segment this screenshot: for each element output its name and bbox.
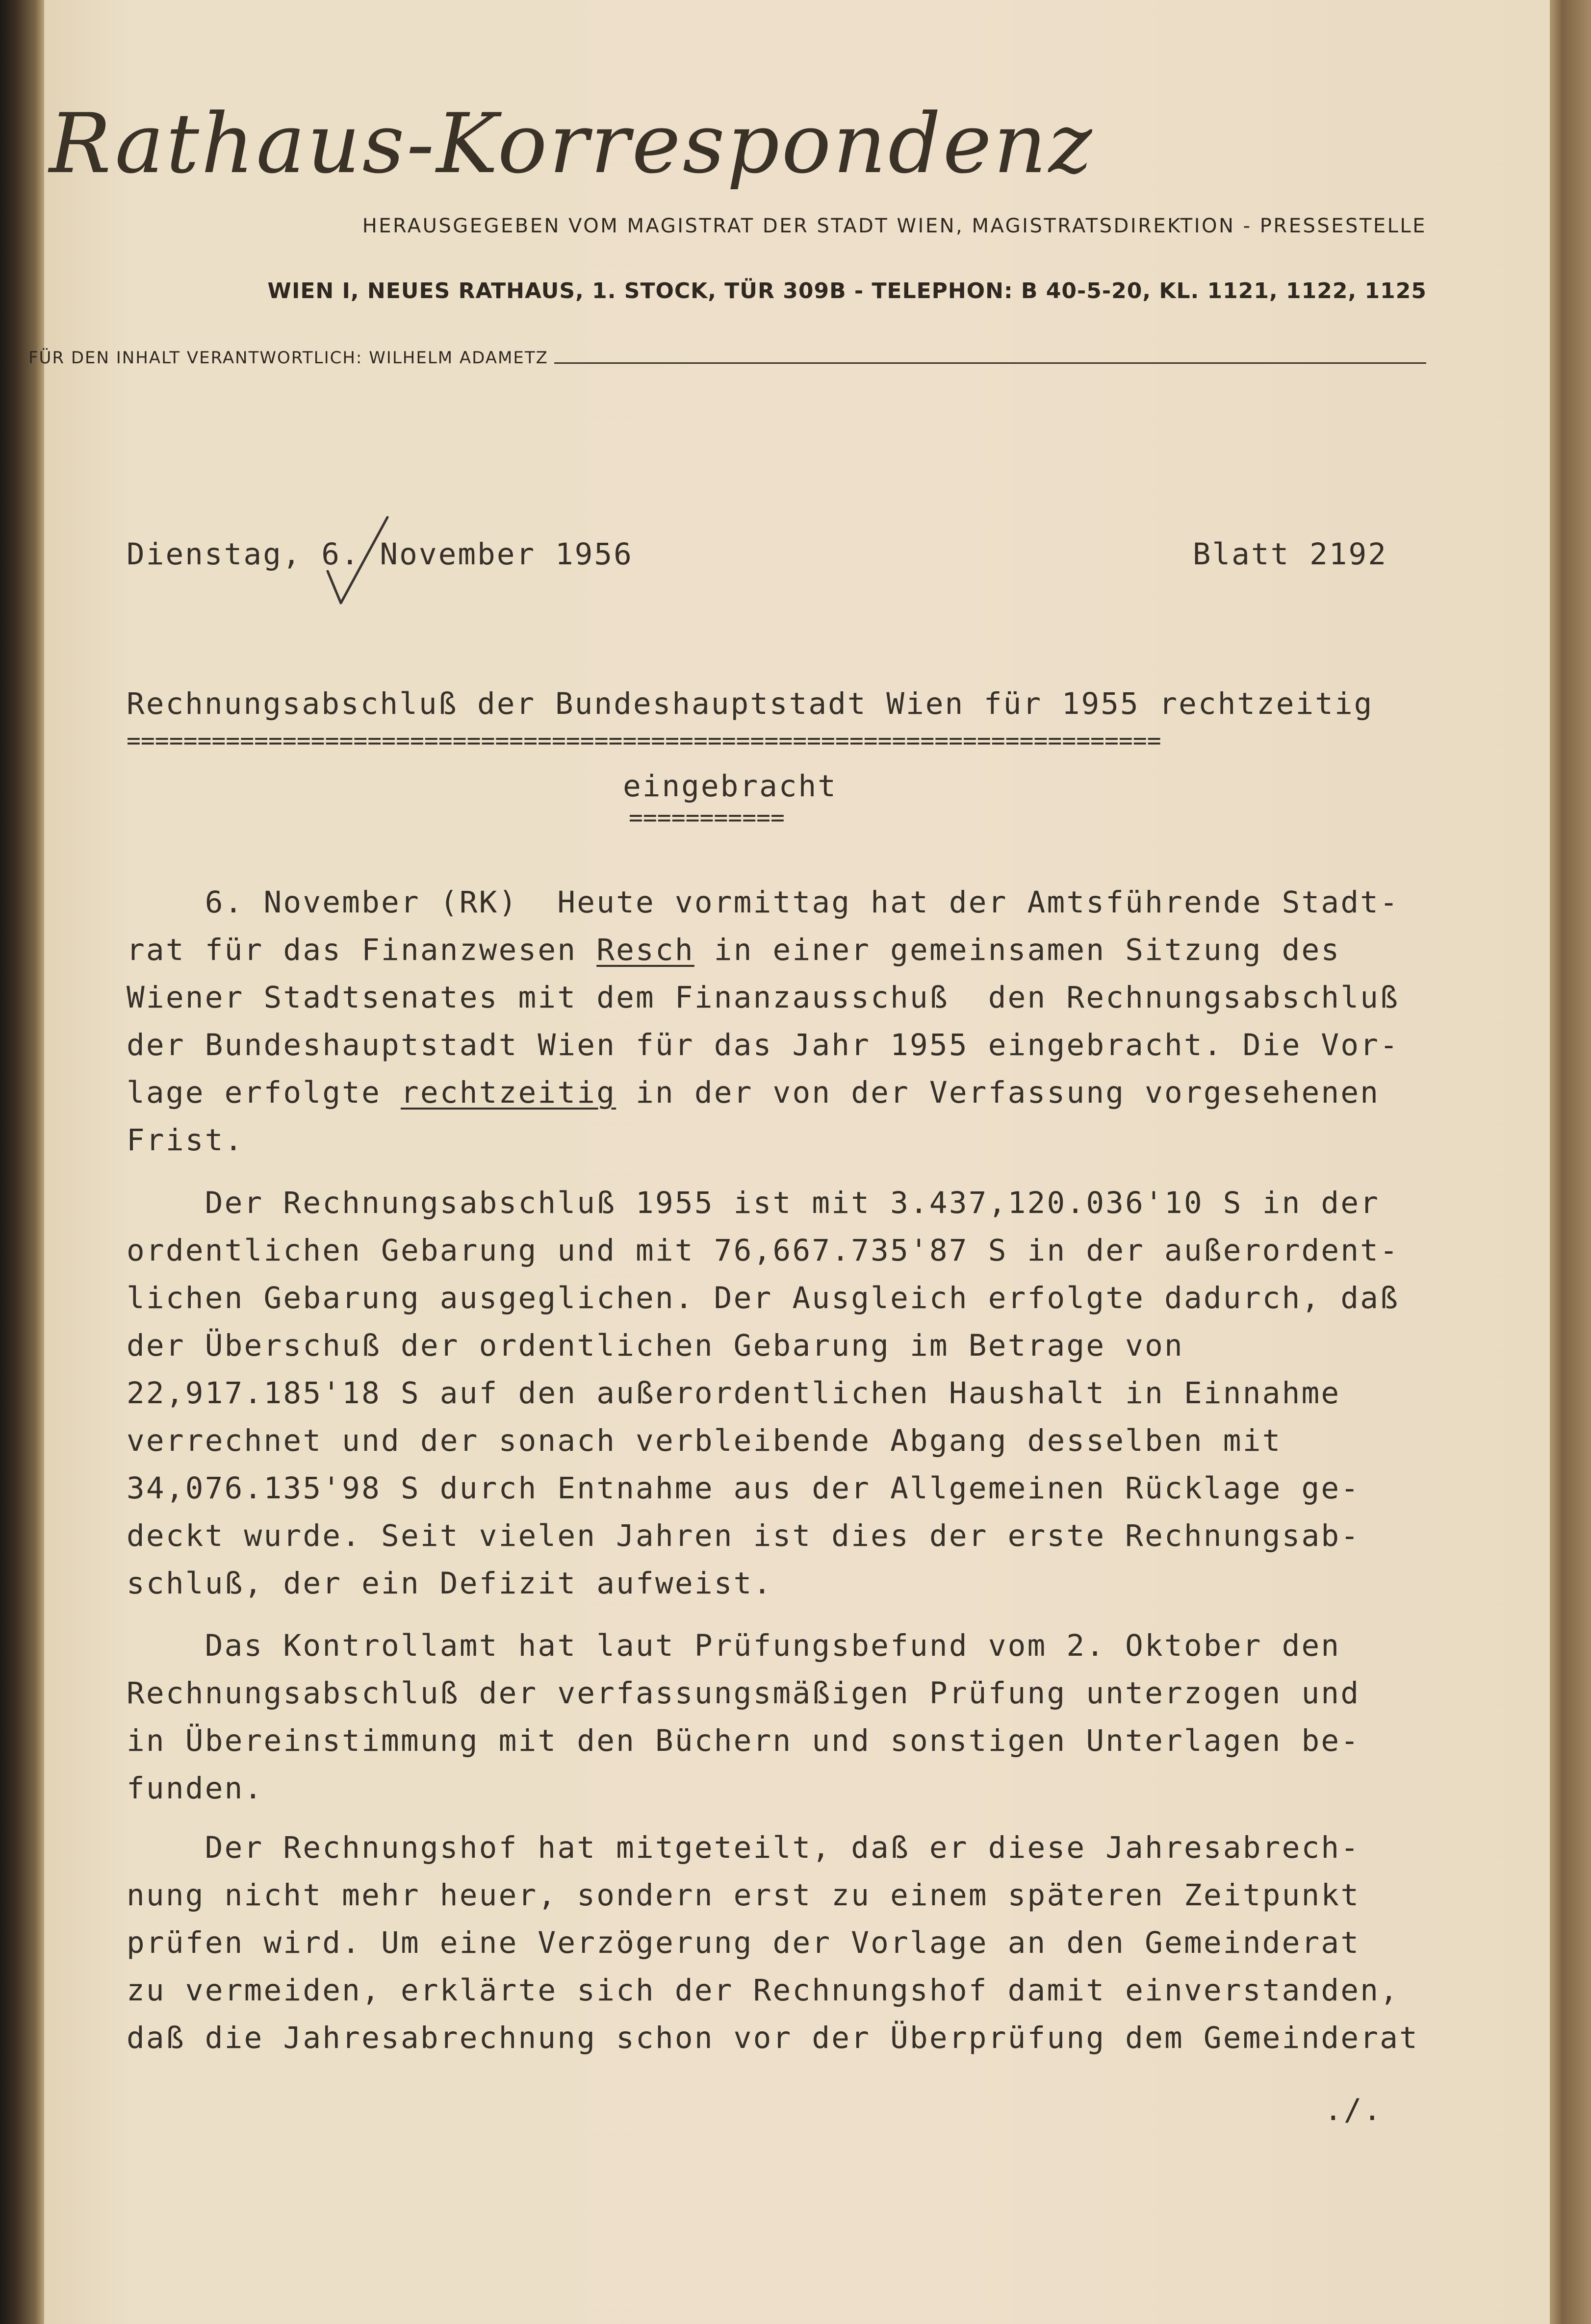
text-line: daß die Jahresabrechnung schon vor der Überprüfung dem Gemeinderat	[127, 2021, 1419, 2055]
responsible-line: FÜR DEN INHALT VERANTWORTLICH: WILHELM ADAMETZ	[28, 348, 548, 368]
text-line: Wiener Stadtsenates mit dem Finanzausschuß den Rechnungsabschluß	[127, 980, 1400, 1015]
text-line: 22,917.185'18 S auf den außerordentlichen Haushalt in Einnahme	[127, 1376, 1341, 1411]
text-line: funden.	[127, 1771, 264, 1806]
paragraph-4	[127, 1824, 1419, 2062]
text-line: Das Kontrollamt hat laut Prüfungsbefund vom 2. Oktober den	[127, 1628, 1341, 1663]
check-mark-icon	[319, 512, 392, 610]
text-line: 34,076.135'98 S durch Entnahme aus der Allgemeinen Rücklage ge-	[127, 1471, 1360, 1506]
text-line: Frist.	[127, 1123, 244, 1158]
page-edge	[1550, 0, 1591, 2324]
publisher-line: HERAUSGEGEBEN VOM MAGISTRAT DER STADT WIEN, MAGISTRATSDIREKTION - PRESSESTELLE	[362, 215, 1427, 237]
continuation-mark: ./.	[1324, 2093, 1383, 2127]
text-line: ordentlichen Gebarung und mit 76,667.735'87 S in der außerordent-	[127, 1233, 1400, 1268]
underlined-name: Resch	[596, 933, 694, 967]
text-line: prüfen wird. Um eine Verzögerung der Vorlage an den Gemeinderat	[127, 1925, 1360, 1960]
text-line: verrechnet und der sonach verbleibende Abgang desselben mit	[127, 1423, 1282, 1458]
text-line: Rechnungsabschluß der verfassungsmäßigen Prüfung unterzogen und	[127, 1676, 1360, 1711]
text-span: rat für das Finanzwesen	[127, 933, 597, 967]
text-line: in Übereinstimmung mit den Büchern und sonstigen Unterlagen be-	[127, 1723, 1360, 1758]
paragraph-2	[127, 1179, 1399, 1607]
sheet-number: Blatt 2192	[1192, 537, 1387, 572]
date-line: Dienstag, 6. November 1956	[127, 537, 633, 572]
masthead-title: Rathaus-Korrespondenz	[49, 96, 1094, 192]
underlined-word: rechtzeitig	[400, 1075, 616, 1110]
text-line: zu vermeiden, erklärte sich der Rechnungshof damit einverstanden,	[127, 1973, 1400, 2008]
text-line	[127, 926, 1399, 974]
text-line: deckt wurde. Seit vielen Jahren ist dies der erste Rechnungsab-	[127, 1518, 1360, 1553]
text-line: nung nicht mehr heuer, sondern erst zu einem späteren Zeitpunkt	[127, 1878, 1360, 1913]
text-span: lage erfolgte	[127, 1075, 401, 1110]
headline-underline-2: ===========	[629, 804, 785, 832]
text-span: in der von der Verfassung vorgesehenen	[616, 1075, 1380, 1110]
text-line: lichen Gebarung ausgeglichen. Der Ausgleich erfolgte dadurch, daß	[127, 1281, 1400, 1315]
text-line: Der Rechnungsabschluß 1955 ist mit 3.437,120.036'10 S in der	[127, 1186, 1380, 1220]
header-rule	[554, 362, 1426, 364]
headline-line-1: Rechnungsabschluß der Bundeshauptstadt Wien für 1955 rechtzeitig	[127, 686, 1374, 721]
text-line: der Bundeshauptstadt Wien für das Jahr 1955 eingebracht. Die Vor-	[127, 1028, 1400, 1062]
text-line: schluß, der ein Defizit aufweist.	[127, 1566, 773, 1601]
paragraph-3	[127, 1622, 1360, 1812]
address-line: WIEN I, NEUES RATHAUS, 1. STOCK, TÜR 309B - TELEPHON: B 40-5-20, KL. 1121, 1122, 1125	[267, 278, 1427, 303]
headline-line-2: eingebracht	[623, 769, 837, 804]
text-line: der Überschuß der ordentlichen Gebarung im Betrage von	[127, 1328, 1184, 1363]
headline-underline-1: =========================================================================	[127, 727, 1161, 755]
text-line	[127, 1069, 1399, 1116]
text-line: 6. November (RK) Heute vormittag hat der Amtsführende Stadt-	[127, 885, 1400, 920]
text-line: Der Rechnungshof hat mitgeteilt, daß er diese Jahresabrech-	[127, 1830, 1360, 1865]
responsible-row	[28, 348, 1426, 368]
paragraph-1	[127, 879, 1399, 1164]
text-span: in einer gemeinsamen Sitzung des	[694, 933, 1341, 967]
